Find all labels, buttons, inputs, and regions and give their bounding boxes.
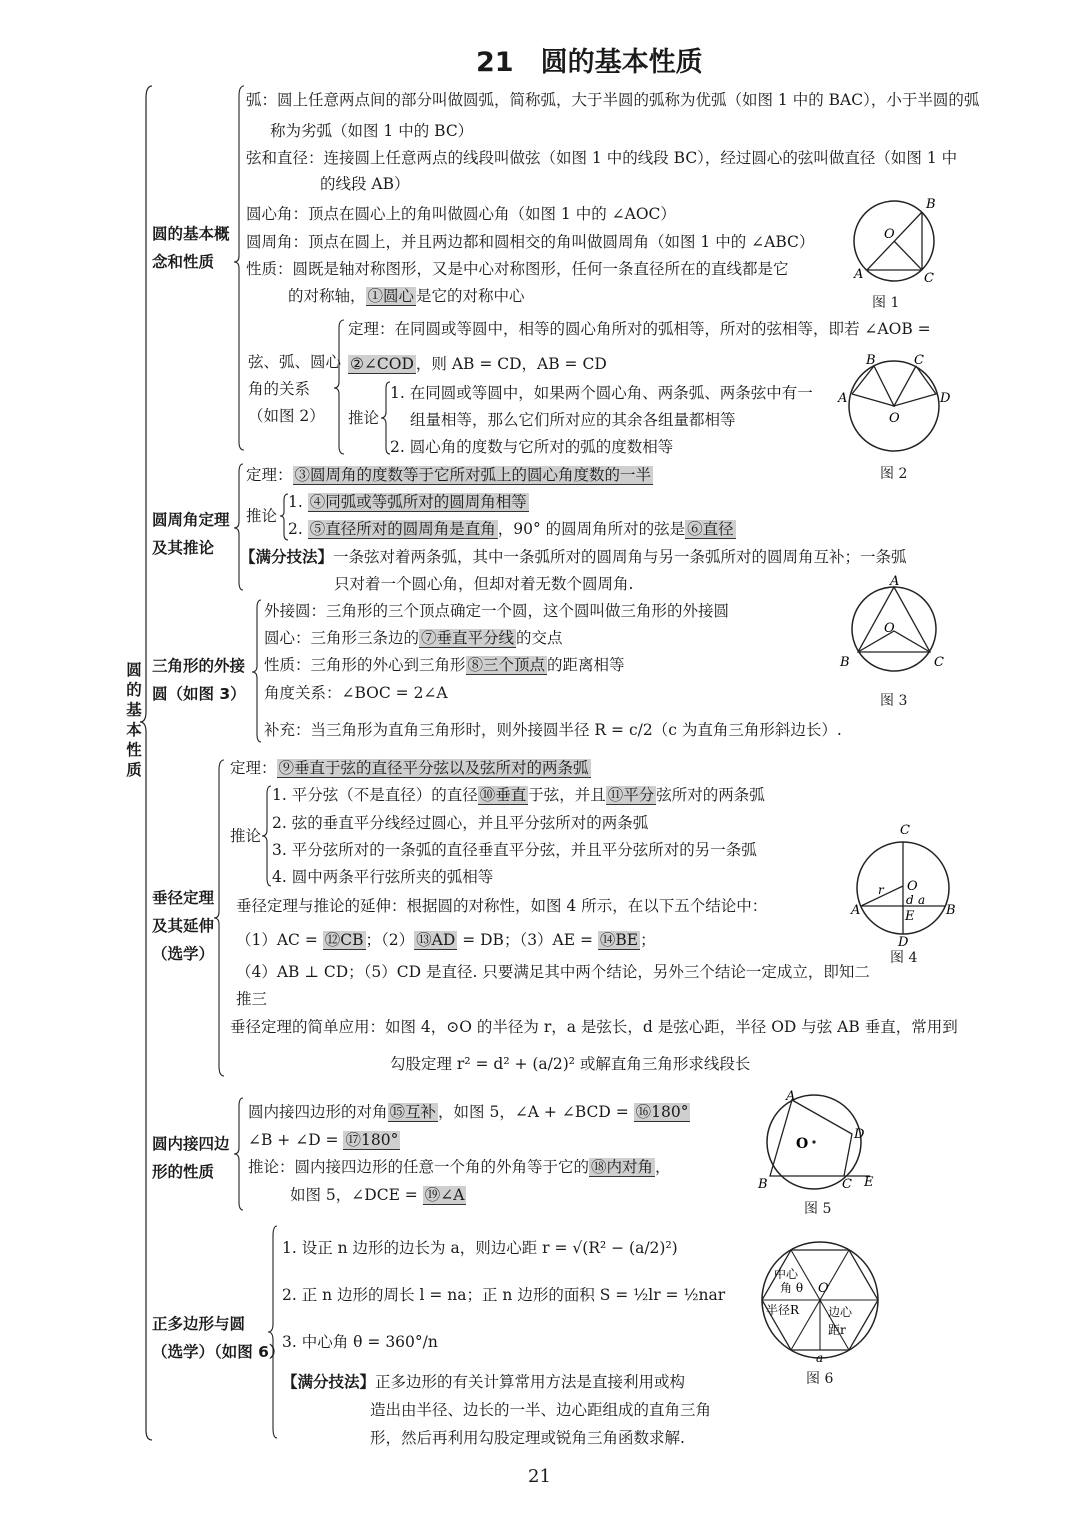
- s4-line: （1）AC = ⑫CB ；（2） ⑬AD = DB；（3）AE = ⑭BE ；: [236, 931, 656, 949]
- s5-line: 推论：圆内接四边形的任意一个角的外角等于它的 ⑱内对角 ，: [248, 1158, 671, 1176]
- s6-line-1: 1. 设正 n 边形的边长为 a，则边心距 r = √(R² − (a/2)²): [282, 1239, 678, 1257]
- fig4-label-d-pt: D: [898, 935, 909, 948]
- s2-cor-2: 2. ⑤直径所对的圆周角是直角 ，90° 的圆周角所对的弦是 ⑥直径: [288, 520, 734, 538]
- fig5-label-o: O: [796, 1136, 809, 1152]
- fig2-label-d: D: [940, 391, 951, 406]
- root-label: 圆 的 基 本 性 质: [126, 661, 142, 779]
- answer-13: ⑬AD: [416, 931, 456, 949]
- s1-sub-line: 1. 在同圆或等圆中，如果两个圆心角、两条弧、两条弦中有一: [390, 384, 813, 402]
- s6-line-2: 2. 正 n 边形的周长 l = na；正 n 边形的面积 S = ½lr = ½nar: [282, 1286, 726, 1304]
- fig4-caption: 图 4: [890, 950, 918, 966]
- s4-heading: 垂径定理 及其延伸 （选学）: [152, 889, 215, 963]
- fig4-label-r: r: [878, 883, 884, 897]
- s1-sub-line: 组量相等，那么它们所对应的其余各组量都相等: [410, 411, 736, 429]
- s4-theorem: 定理： ⑨垂直于弦的直径平分弦以及弦所对的两条弧: [230, 759, 589, 777]
- s4-cor-1: 1. 平分弦（不是直径）的直径 ⑩垂直 于弦，并且 ⑪平分 弦所对的两条弧: [272, 786, 765, 804]
- fig6-label-radius: 半径R: [766, 1303, 800, 1317]
- fig6-label-center: 中心: [774, 1267, 799, 1281]
- fig5-label-a: A: [786, 1090, 796, 1104]
- s4-line: 垂径定理与推论的延伸：根据圆的对称性，如图 4 所示，在以下五个结论中：: [236, 897, 768, 915]
- s1-line: 称为劣弧（如图 1 中的 BC）: [270, 122, 474, 140]
- fig6-label-a: a: [816, 1351, 824, 1362]
- fig3-caption: 图 3: [880, 693, 908, 709]
- s1-sub-heading: 弦、弧、圆心 角的关系 （如图 2）: [248, 353, 342, 425]
- fig5-caption: 图 5: [804, 1201, 832, 1217]
- s1-sub-line: ②∠COD ，则 AB = CD，AB = CD: [350, 355, 607, 373]
- s4-bracket: [214, 758, 228, 1080]
- s6-heading: 正多边形与圆 （选学）（如图 6）: [152, 1315, 285, 1361]
- s3-heading: 三角形的外接 圆（如图 3）: [152, 657, 246, 703]
- s2-skill-line: 只对着一个圆心角，但却对着无数个圆周角.: [334, 575, 634, 593]
- answer-5: ⑤直径所对的圆周角是直角: [309, 520, 496, 538]
- s4-line: （4）AB ⊥ CD；（5）CD 是直径. 只要满足其中两个结论，另外三个结论一定成立，即知二: [236, 963, 870, 981]
- s4-line: 推三: [236, 990, 268, 1008]
- s4-cor-2: 2. 弦的垂直平分线经过圆心，并且平分弦所对的两条弧: [272, 814, 649, 832]
- s3-line: 性质：三角形的外心到三角形 ⑧三个顶点 的距离相等: [264, 656, 625, 674]
- s5-line: ∠B + ∠D = ⑰180°: [248, 1131, 399, 1149]
- answer-16: ⑯180°: [635, 1103, 689, 1121]
- fig6-label-o: O: [818, 1281, 829, 1296]
- s1-sub-line: 2. 圆心角的度数与它所对的弧的度数相等: [390, 438, 674, 456]
- fig4-label-a-pt: A: [851, 903, 861, 918]
- fig3-label-c: C: [934, 655, 944, 670]
- fig3-label-b: B: [840, 655, 850, 670]
- s1-line: 性质：圆既是轴对称图形，又是中心对称图形，任何一条直径所在的直线都是它: [246, 260, 789, 278]
- s4-cor-3: 3. 平分弦所对的一条弧的直径垂直平分弦，并且平分弦所对的另一条弧: [272, 841, 757, 859]
- fig2-label-a: A: [838, 391, 848, 406]
- s1-cor-label: 推论: [348, 409, 380, 427]
- answer-15: ⑮互补: [389, 1103, 437, 1121]
- s5-line: 圆内接四边形的对角 ⑮互补 ，如图 5，∠A + ∠BCD = ⑯180°: [248, 1103, 689, 1121]
- s5-heading: 圆内接四边 形的性质: [152, 1135, 230, 1181]
- answer-17: ⑰180°: [345, 1131, 399, 1149]
- answer-4: ④同弧或等弧所对的圆周角相等: [309, 493, 527, 511]
- s2-heading: 圆周角定理 及其推论: [152, 511, 230, 557]
- figure-6: [752, 1238, 892, 1362]
- answer-2: ②∠COD: [350, 355, 414, 373]
- figure-5: [752, 1090, 882, 1194]
- s1-line: 圆周角：顶点在圆上，并且两边都和圆相交的角叫做圆周角（如图 1 中的 ∠ABC）: [246, 233, 815, 251]
- answer-12: ⑫CB: [324, 931, 364, 949]
- figure-1: [846, 196, 946, 296]
- s2-theorem: 定理： ③圆周角的度数等于它所对弧上的圆心角度数的一半: [246, 466, 652, 484]
- answer-10: ⑩垂直: [479, 786, 527, 804]
- s5-line: 如图 5，∠DCE = ⑲∠A: [290, 1186, 465, 1204]
- s1-line: 的线段 AB）: [320, 175, 410, 193]
- fig4-label-o: O: [907, 879, 918, 894]
- answer-9: ⑨垂直于弦的直径平分弦以及弦所对的两条弧: [278, 759, 589, 777]
- fig6-caption: 图 6: [806, 1371, 834, 1387]
- answer-18: ⑱内对角: [591, 1158, 654, 1176]
- s2-skill: 【满分技法】一条弦对着两条弧，其中一条弧所对的圆周角与另一条弧所对的圆周角互补；一条弧: [240, 548, 907, 566]
- answer-6: ⑥直径: [687, 520, 734, 538]
- s4-line: 垂径定理的简单应用：如图 4，⊙O 的半径为 r，a 是弦长，d 是弦心距，半径 OD 与弦 AB 垂直，常用到: [230, 1018, 958, 1036]
- fig1-label-c: C: [924, 271, 934, 286]
- s3-bracket: [252, 598, 264, 746]
- s6-line-3: 3. 中心角 θ = 360°/n: [282, 1333, 438, 1351]
- s1-sub-line: 定理：在同圆或等圆中，相等的圆心角所对的弧相等，所对的弦相等，即若 ∠AOB =: [348, 320, 931, 338]
- page-title: 21 圆的基本性质: [476, 47, 703, 78]
- figure-4: [846, 818, 966, 948]
- s3-line: 补充：当三角形为直角三角形时，则外接圆半径 R = c/2（c 为直角三角形斜边长）.: [264, 721, 842, 739]
- fig6-label-angle: 角 θ: [780, 1281, 804, 1295]
- root-bracket: [140, 84, 160, 1444]
- fig3-label-a: A: [890, 574, 900, 589]
- answer-3: ③圆周角的度数等于它所对弧上的圆心角度数的一半: [294, 466, 652, 484]
- s4-line: 勾股定理 r² = d² + (a/2)² 或解直角三角形求线段长: [390, 1055, 751, 1073]
- fig1-label-o: O: [884, 227, 895, 242]
- s1-line: 圆心角：顶点在圆心上的角叫做圆心角（如图 1 中的 ∠AOC）: [246, 205, 676, 223]
- fig2-label-c: C: [914, 353, 924, 368]
- fig6-label-apothem-2: 距r: [828, 1323, 846, 1337]
- s6-skill-label: 【满分技法】: [282, 1373, 376, 1391]
- fig5-label-b: B: [758, 1177, 768, 1192]
- s2-cor-label: 推论: [246, 507, 278, 525]
- s1-heading: 圆的基本概 念和性质: [152, 225, 230, 271]
- answer-7: ⑦垂直平分线: [421, 629, 515, 647]
- s3-line: 外接圆：三角形的三个顶点确定一个圆，这个圆叫做三角形的外接圆: [264, 602, 730, 620]
- s2-skill-label: 【满分技法】: [240, 548, 334, 566]
- s1-line: 弦和直径：连接圆上任意两点的线段叫做弦（如图 1 中的线段 BC），经过圆心的弦叫做直径（如图 1 中: [246, 149, 958, 167]
- s6-skill-line: 形，然后再利用勾股定理或锐角三角函数求解.: [370, 1429, 685, 1447]
- answer-11: ⑪平分: [607, 786, 655, 804]
- answer-1: ①圆心: [367, 287, 415, 305]
- fig4-label-b: B: [946, 903, 956, 918]
- s6-skill-line: 造出由半径、边长的一半、边心距组成的直角三角: [370, 1401, 712, 1419]
- figure-2: [832, 352, 962, 462]
- page-number: 21: [528, 1466, 551, 1487]
- s3-line: 角度关系：∠BOC = 2∠A: [264, 684, 448, 702]
- fig1-caption: 图 1: [872, 295, 900, 311]
- fig5-label-c: C: [842, 1177, 852, 1192]
- s1-line: 弧：圆上任意两点间的部分叫做圆弧，简称弧，大于半圆的弧称为优弧（如图 1 中的 BAC），小于半圆的弧: [246, 91, 980, 109]
- fig3-label-o: O: [884, 621, 895, 636]
- s2-cor-1: 1. ④同弧或等弧所对的圆周角相等: [288, 493, 527, 511]
- fig4-label-a: a: [918, 893, 926, 907]
- s3-line: 圆心：三角形三条边的 ⑦垂直平分线 的交点: [264, 629, 563, 647]
- fig5-label-d: D: [854, 1127, 865, 1142]
- fig4-label-c: C: [900, 823, 910, 838]
- answer-14: ⑭BE: [599, 931, 639, 949]
- fig1-label-b: B: [926, 197, 936, 212]
- answer-8: ⑧三个顶点: [467, 656, 546, 674]
- s4-cor-4: 4. 圆中两条平行弦所夹的弧相等: [272, 868, 494, 886]
- fig2-label-b: B: [866, 353, 876, 368]
- s1-line: 的对称轴， ①圆心 是它的对称中心: [288, 287, 525, 305]
- s2-bracket: [234, 462, 246, 594]
- fig2-caption: 图 2: [880, 466, 908, 482]
- s5-bracket: [234, 1096, 246, 1214]
- fig4-label-e: E: [905, 909, 915, 924]
- fig1-label-a: A: [854, 267, 864, 282]
- fig6-label-apothem-1: 边心: [828, 1305, 853, 1319]
- figure-3: [836, 574, 956, 674]
- fig5-label-e: E: [864, 1175, 874, 1190]
- fig2-label-o: O: [889, 411, 900, 426]
- s6-skill: 【满分技法】正多边形的有关计算常用方法是直接利用或构: [282, 1373, 686, 1391]
- s4-cor-label: 推论: [230, 827, 262, 845]
- fig4-label-d: d: [906, 893, 914, 907]
- answer-19: ⑲∠A: [424, 1186, 465, 1204]
